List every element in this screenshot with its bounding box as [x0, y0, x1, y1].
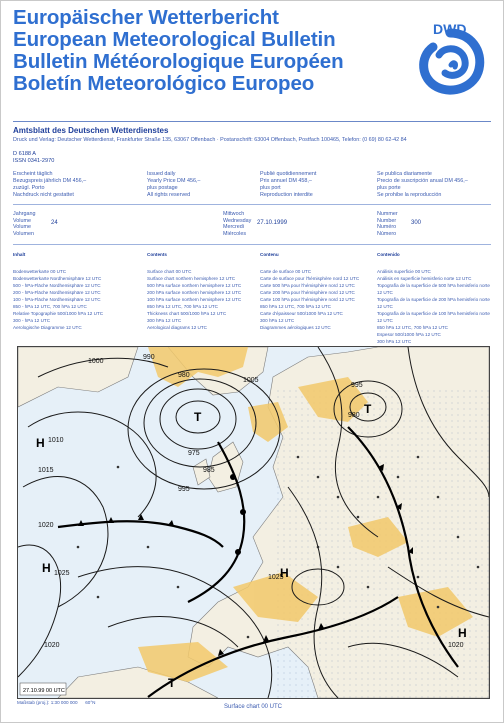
surface-weather-map [17, 346, 490, 699]
high-pressure-marker: H [280, 566, 289, 580]
contents-item: Bodenwetterkarte 00 UTC [13, 269, 67, 274]
number-label: Numéro [377, 224, 397, 231]
contents-heading: Inhalt [13, 252, 26, 257]
subscription-line: plus port [260, 185, 281, 191]
volume-label: Volume [13, 217, 31, 224]
contents-item: Aerological diagrams 12 UTC [147, 325, 207, 330]
contents-item: Espesor 500/1000 hPa 12 UTC [377, 332, 441, 337]
contents-item: Carte de surface pour l'hémisphère nord 12 UTC [260, 276, 360, 281]
isobar-label: 1020 [38, 522, 54, 529]
number-label: Número [377, 230, 397, 237]
weekday-label: Mercredi [223, 224, 244, 231]
weather-map-svg [18, 347, 489, 698]
contents-item: 300 hPa 12 UTC [147, 318, 182, 323]
volume-label: Volume [13, 224, 31, 231]
contents-item: Topografía de la superficie de 200 hPa hemisferio norte 12 UTC [377, 297, 490, 309]
subscription-line: Publié quotidiennement [260, 171, 317, 177]
contents-item: Análisis superficie 00 UTC [377, 269, 431, 274]
contents-item: 200 hPa surface northern hemisphere 12 UTC [147, 290, 242, 295]
publication-code: D 6188 A [13, 151, 37, 157]
volume-label: Jahrgang [13, 211, 36, 217]
contents-item: 100 hPa surface northern hemisphere 12 UTC [147, 297, 242, 302]
divider-mid [13, 204, 491, 205]
high-pressure-marker: H [458, 626, 467, 640]
issue-number: 300 [411, 220, 422, 226]
isobar-label: 1025 [54, 570, 70, 577]
low-pressure-marker: T [364, 402, 372, 416]
weekday-label: Wednesday [223, 217, 252, 224]
subscription-line: Precio de suscripción anual DM 456,– [377, 178, 468, 184]
official-gazette-label: Amtsblatt des Deutschen Wetterdienstes [13, 126, 169, 135]
title-french: Bulletin Météorologique Européen [13, 50, 344, 73]
contents-de [13, 251, 129, 331]
number-labels [377, 211, 398, 237]
subscription-line: Reproduction interdite [260, 192, 313, 198]
contents-item: 300 hPa 12 UTC [260, 318, 295, 323]
subscription-line: Se prohibe la reproducción [377, 192, 442, 198]
subscription-fr [260, 171, 316, 199]
low-pressure-marker: T [168, 676, 176, 690]
contents-item: 850 hPa 12 UTC, 700 hPa 12 UTC [147, 304, 218, 309]
map-latitude: 60°N [85, 700, 96, 705]
high-pressure-marker: H [36, 436, 45, 450]
subscription-line: zuzügl. Porto [13, 185, 45, 191]
weekday-label: Mittwoch [223, 211, 245, 217]
isobar-label: 1020 [448, 642, 464, 649]
contents-item: Carte d'épaisseur 500/1000 hPa 12 UTC [260, 311, 343, 316]
contents-item: 850 - hPa 12 UTC, 700 hPa 12 UTC [13, 304, 87, 309]
contents-item: Aerologische Diagramme 12 UTC [13, 325, 82, 330]
number-label: Nummer [377, 211, 398, 217]
contents-item: 100 - hPa-Fläche Nordhemisphäre 12 UTC [13, 297, 101, 302]
subscription-line: Bezugspreis jährlich DM 456,– [13, 178, 87, 184]
volume-value: 24 [51, 220, 58, 226]
contents-en [147, 251, 263, 331]
contents-item: 850 hPa 12 UTC, 700 hPa 12 UTC [260, 304, 331, 309]
isobar-label: 1010 [48, 437, 64, 444]
map-timestamp: 27.10.99 00 UTC [23, 688, 65, 694]
volume-labels [13, 211, 35, 237]
contents-item: Carte de surface 00 UTC [260, 269, 312, 274]
contents-heading: Contenu [260, 252, 279, 257]
map-caption: Surface chart 00 UTC [223, 704, 283, 710]
weekday-label: Miércoles [223, 230, 247, 237]
title-german: Europäischer Wetterbericht [13, 6, 279, 29]
subscription-line: plus postage [147, 185, 178, 191]
subscription-de [13, 171, 86, 199]
contents-item: 300 hPa 12 UTC [377, 339, 412, 344]
subscription-line: Issued daily [147, 171, 176, 177]
low-pressure-marker: T [194, 410, 202, 424]
contents-item: Análisis en superficie hemisferio norte 12 UTC [377, 276, 472, 281]
isobar-label: 1020 [44, 642, 60, 649]
contents-item: 500 - hPa-Fläche Nordhemisphäre 12 UTC [13, 283, 101, 288]
contents-heading: Contenido [377, 252, 400, 257]
contents-item: Carte 100 hPa pour l'hémisphère nord 12 UTC [260, 297, 355, 302]
publication-ids [13, 151, 54, 165]
subscription-line: All rights reserved [147, 192, 191, 198]
isobar-label: 1015 [38, 467, 54, 474]
subscription-line: Yearly Price DM 456,– [147, 178, 201, 184]
title-english: European Meteorological Bulletin [13, 28, 336, 51]
contents-item: Thickness chart 500/1000 hPa 12 UTC [147, 311, 227, 316]
contents-item: Surface chart 00 UTC [147, 269, 192, 274]
number-label: Number [377, 217, 397, 224]
weekday-labels [223, 211, 251, 237]
issue-date: 27.10.1999 [257, 220, 288, 226]
map-scale-text: Maßstab (proj.): 1:30 000 000 [17, 700, 78, 705]
isobar-label: 990 [143, 354, 155, 361]
divider-contents [13, 244, 491, 245]
isobar-label: 1025 [268, 574, 284, 581]
isobar-label: 1005 [243, 377, 259, 384]
contents-heading: Contents [147, 252, 167, 257]
contents-item: 500 hPa surface northern hemisphere 12 UTC [147, 283, 242, 288]
contents-item: Surface chart northern hemisphere 12 UTC [147, 276, 236, 281]
dwd-logo-text: DWD [433, 21, 467, 37]
subscription-es [377, 171, 468, 199]
contents-item: Topografía de la superficie de 500 hPa hemisferio norte 12 UTC [377, 283, 490, 295]
contents-item: Diagrammes aérologiques 12 UTC [260, 325, 331, 330]
publisher-address: Druck und Verlag: Deutscher Wetterdienst, Frankfurter Straße 135, 63067 Offenbach · Postanschrift: 63004 Offenbach, Postfach 100465, Telefon: (0 69) 80 62-42 84 [13, 137, 407, 143]
isobar-label: 975 [188, 450, 200, 457]
contents-item: Bodenwetterkarte Nordhemisphäre 12 UTC [13, 276, 102, 281]
subscription-en [147, 171, 200, 199]
isobar-label: 980 [178, 372, 190, 379]
contents-item: Topografía de la superficie de 100 hPa hemisferio norte 12 UTC [377, 311, 490, 323]
contents-item: 300 - hPa 12 UTC [13, 318, 51, 323]
subscription-line: plus porte [377, 185, 401, 191]
subscription-line: Prix annuel DM 458,– [260, 178, 312, 184]
title-spanish: Boletín Meteorológico Europeo [13, 72, 315, 95]
contents-item: 200 - hPa-Fläche Nordhemisphäre 12 UTC [13, 290, 101, 295]
isobar-label: 985 [203, 467, 215, 474]
divider-top [13, 121, 491, 122]
bulletin-titles [13, 7, 413, 95]
contents-item: Carte 200 hPa pour l'hémisphère nord 12 UTC [260, 290, 355, 295]
contents-item: Relative Topographie 500/1000 hPa 12 UTC [13, 311, 104, 316]
contents-item: 850 hPa 12 UTC, 700 hPa 12 UTC [377, 325, 448, 330]
contents-item: Carte 500 hPa pour l'hémisphère nord 12 UTC [260, 283, 355, 288]
subscription-line: Nachdruck nicht gestattet [13, 192, 74, 198]
subscription-line: Erscheint täglich [13, 171, 53, 177]
isobar-label: 980 [348, 412, 360, 419]
issn-number: ISSN 0341-2970 [13, 158, 55, 164]
isobar-label: 1000 [88, 358, 104, 365]
volume-label: Volumen [13, 230, 34, 237]
contents-es [377, 251, 495, 352]
isobar-label: 995 [178, 486, 190, 493]
isobar-label: 995 [351, 382, 363, 389]
subscription-line: Se publica diariamente [377, 171, 432, 177]
contents-fr [260, 251, 376, 331]
high-pressure-marker: H [42, 561, 51, 575]
